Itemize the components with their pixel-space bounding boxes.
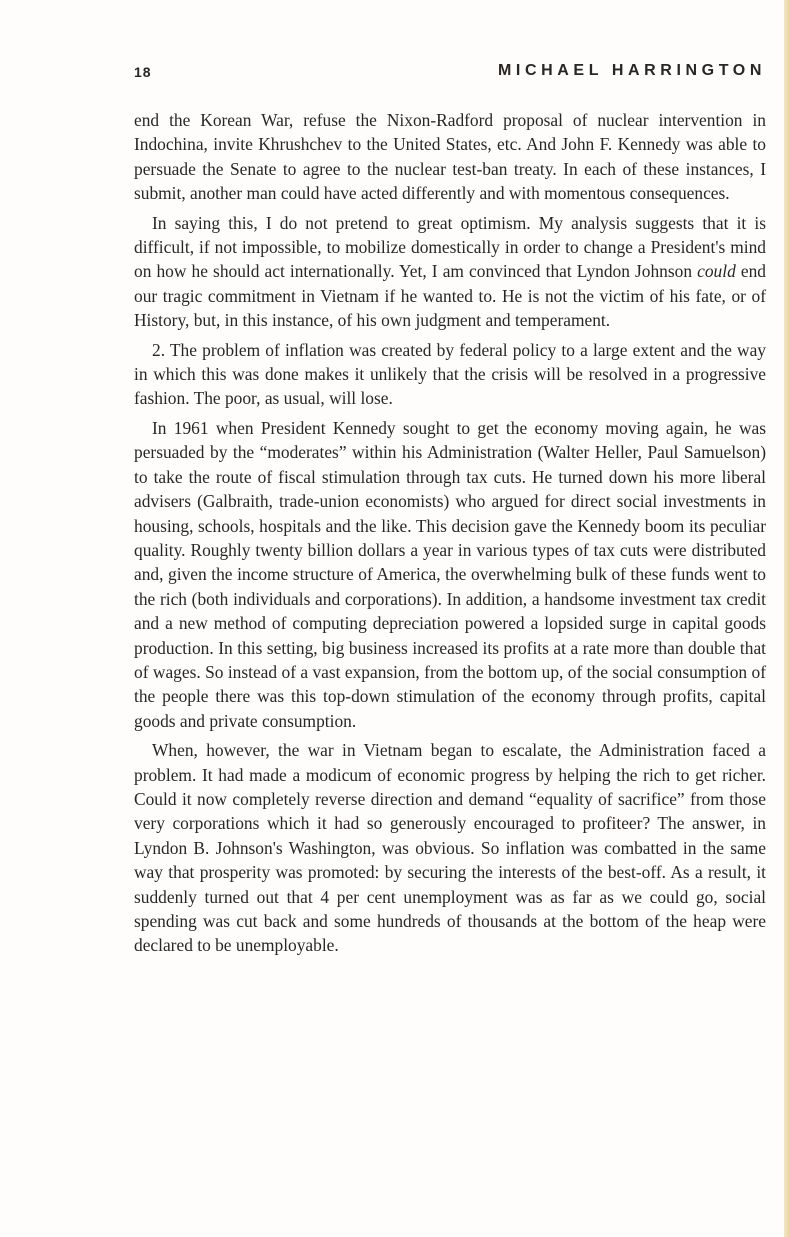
running-head [134, 62, 766, 86]
emphasis-could: could [697, 261, 736, 282]
paragraph-optimism [134, 211, 766, 333]
paragraph-vietnam-escalation: When, however, the war in Vietnam began to escalate, the Administration faced a problem. It had made a modicum of economic progress by helping the rich to get richer. Could it now completely reverse direction and demand “equality of sacrifice” from those very corporations which it had so generously encouraged to profiteer? The answer, in Lyndon B. Johnson's Washington, was obvious. So inflation was combatted in the same way that prosperity was promoted: by securing the interests of the best-off. As a result, it suddenly turned out that 4 per cent unemployment was as far as we could go, social spending was cut back and some hundreds of thousands at the bottom of the heap were declared to be unemployable. [134, 740, 766, 956]
paragraph-text: In saying this, I do not pretend to great optimism. My analysis suggests that it is difficult, if not impossible, to mobilize domestically in order to change a President's mind on how he should act internationally. Yet, I am convinced that Lyndon Johnson [134, 212, 766, 282]
running-title: MICHAEL HARRINGTON [498, 62, 766, 79]
body-text [134, 108, 766, 963]
page-number: 18 [134, 64, 152, 80]
page-edge [784, 0, 790, 1237]
paragraph-continued: end the Korean War, refuse the Nixon-Radford proposal of nuclear intervention in Indochina, invite Khrushchev to the United States, etc. And John F. Kennedy was able to persuade the Senate to agree to the nuclear test-ban treaty. In each of these instances, I submit, another man could have acted differently and with momentous consequences. [134, 110, 766, 204]
paragraph-text: end our tragic commitment in Vietnam if he wanted to. He is not the victim of his fate, or of History, but, in this instance, of his own judgment and temperament. [134, 261, 766, 331]
paragraph-kennedy-boom: In 1961 when President Kennedy sought to get the economy moving again, he was persuaded by the “moderates” within his Administration (Walter Heller, Paul Samuelson) to take the route of fiscal stimulation through tax cuts. He turned down his more liberal advisers (Galbraith, trade-union economists) who argued for direct social investments in housing, schools, hospitals and the like. This decision gave the Kennedy boom its peculiar quality. Roughly twenty billion dollars a year in various types of tax cuts were distributed and, given the income structure of America, the overwhelming bulk of these funds went to the rich (both individuals and corporations). In addition, a handsome investment tax credit and a new method of computing depreciation powered a lopsided surge in capital goods production. In this setting, big business increased its profits at a rate more than double that of wages. So instead of a vast expansion, from the bottom up, of the social consumption of the people there was this top-down stimulation of the economy through profits, capital goods and private consumption. [134, 417, 766, 731]
paragraph-inflation: 2. The problem of inflation was created by federal policy to a large extent and the way in which this was done makes it unlikely that the crisis will be resolved in a progressive fashion. The poor, as usual, will lose. [134, 339, 766, 409]
